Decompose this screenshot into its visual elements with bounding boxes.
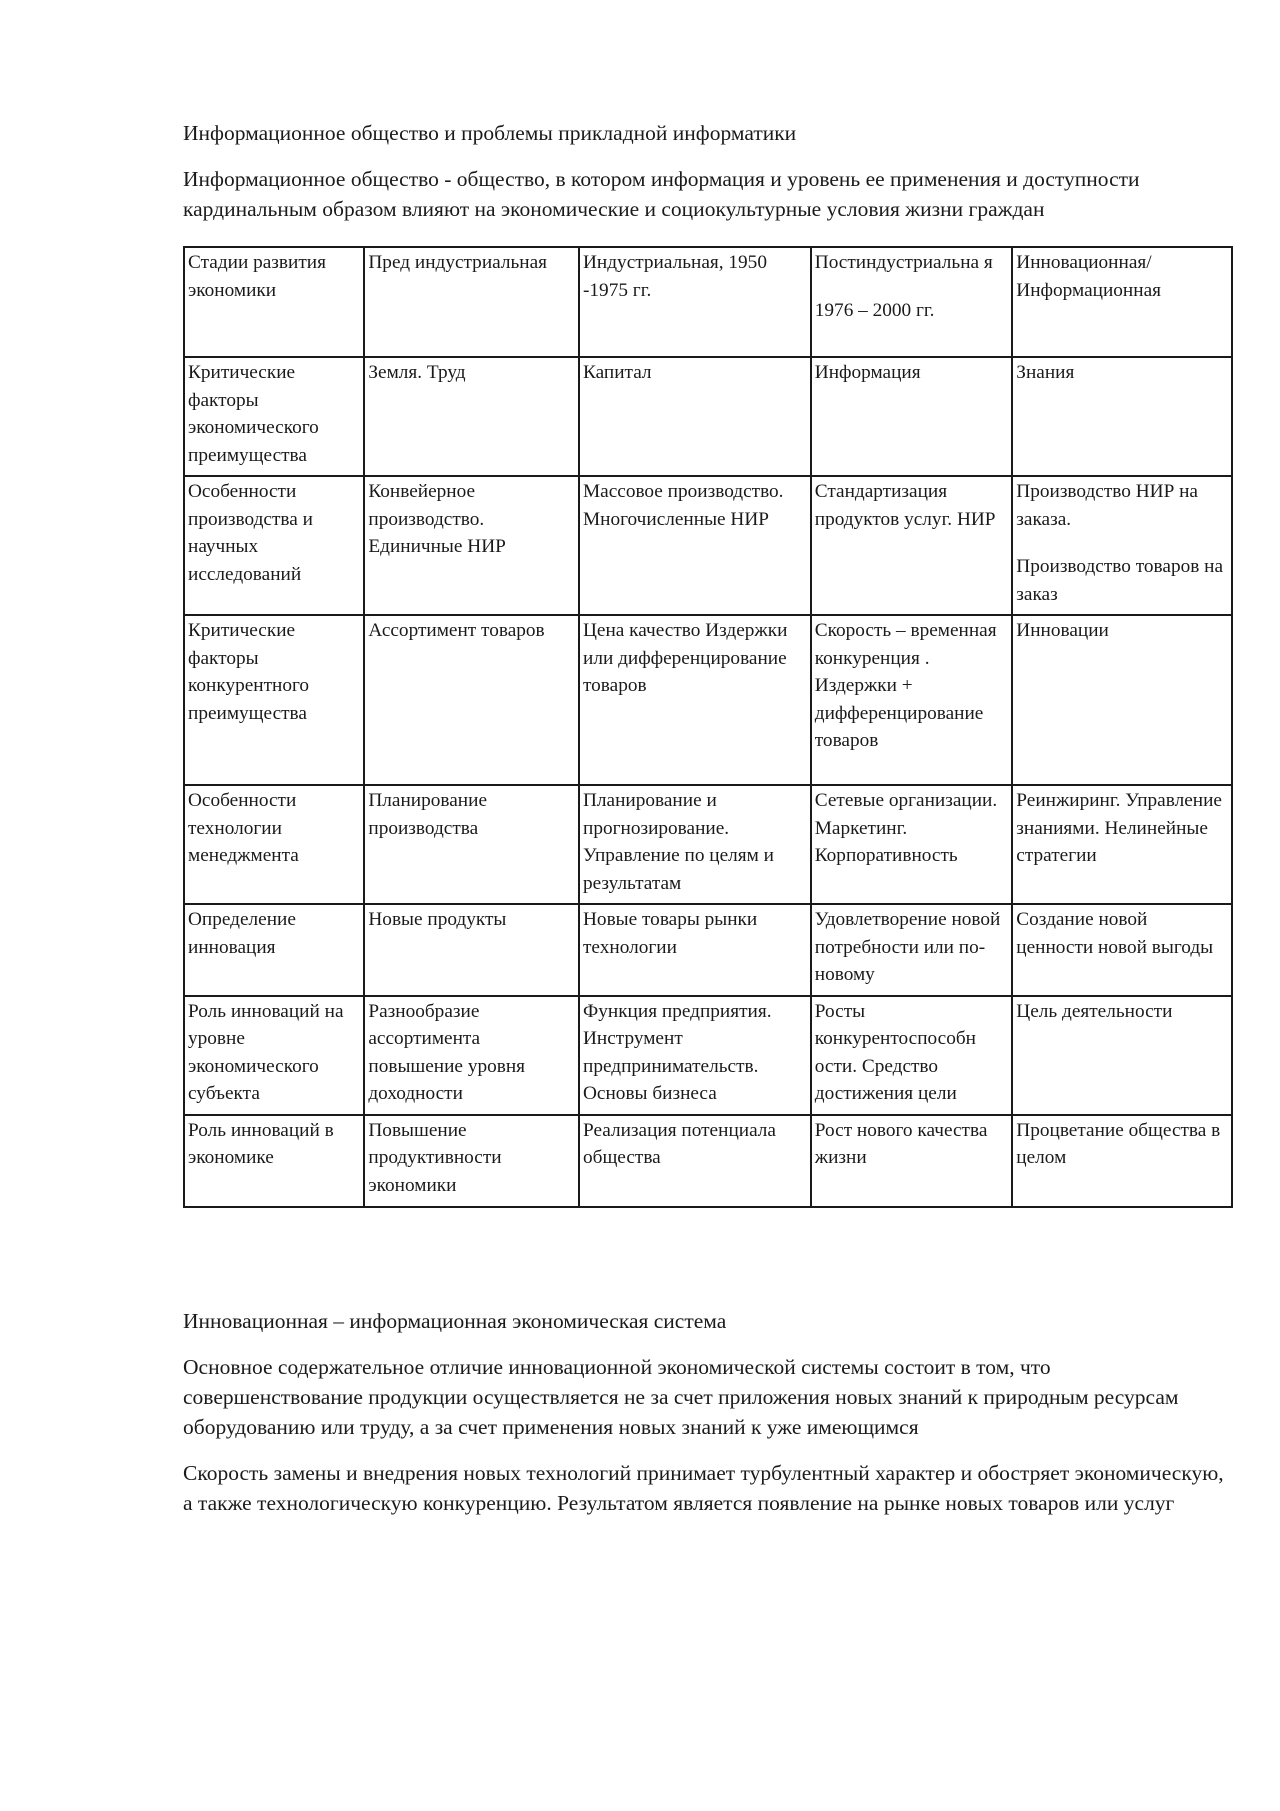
- table-cell: Инновационная/ Информационная: [1012, 247, 1232, 357]
- table-cell: Критические факторы экономического преимущества: [184, 357, 364, 476]
- table-cell: Роль инноваций в экономике: [184, 1115, 364, 1207]
- table-cell: Постиндустриальна я 1976 – 2000 гг.: [811, 247, 1013, 357]
- table-cell: Реализация потенциала общества: [579, 1115, 811, 1207]
- table-cell: Планирование производства: [364, 785, 579, 904]
- table-cell: Планирование и прогнозирование. Управление по целям и результатам: [579, 785, 811, 904]
- table-cell: Сетевые организации. Маркетинг. Корпоративность: [811, 785, 1013, 904]
- table-cell: Цель деятельности: [1012, 996, 1232, 1115]
- table-cell: Информация: [811, 357, 1013, 476]
- table-cell: Стадии развития экономики: [184, 247, 364, 357]
- table-cell: Земля. Труд: [364, 357, 579, 476]
- table-row: [184, 357, 1232, 476]
- document-title: Информационное общество и проблемы прикладной информатики: [183, 121, 797, 145]
- table-cell: Разнообразие ассортимента повышение уровня доходности: [364, 996, 579, 1115]
- table-row: [184, 615, 1232, 785]
- table-cell: Повышение продуктивности экономики: [364, 1115, 579, 1207]
- table-cell: Стандартизация продуктов услуг. НИР: [811, 476, 1013, 615]
- section-subtitle: Инновационная – информационная экономическая система: [183, 1308, 727, 1333]
- table-cell: Капитал: [579, 357, 811, 476]
- document-page: [183, 118, 1233, 1534]
- table-header-row: [184, 247, 1232, 357]
- table-cell: Знания: [1012, 357, 1232, 476]
- after-table-section: [183, 1306, 1233, 1518]
- table-cell: Массовое производство. Многочисленные НИР: [579, 476, 811, 615]
- table-cell: Особенности производства и научных исследований: [184, 476, 364, 615]
- table-cell: Инновации: [1012, 615, 1232, 785]
- table-cell: Критические факторы конкурентного преимущества: [184, 615, 364, 785]
- table-cell: Процветание общества в целом: [1012, 1115, 1232, 1207]
- table-cell: Функция предприятия. Инструмент предпринимательств. Основы бизнеса: [579, 996, 811, 1115]
- table-cell: Росты конкурентоспособн ости. Средство достижения цели: [811, 996, 1013, 1115]
- table-cell: Реинжиринг. Управление знаниями. Нелинейные стратегии: [1012, 785, 1232, 904]
- table-cell: Новые продукты: [364, 904, 579, 996]
- table-cell: Скорость – временная конкуренция . Издержки + дифференцирование товаров: [811, 615, 1013, 785]
- table-row: [184, 1115, 1232, 1207]
- table-cell: Особенности технологии менеджмента: [184, 785, 364, 904]
- table-cell: Цена качество Издержки или дифференцирование товаров: [579, 615, 811, 785]
- table-cell: Производство НИР на заказа. Производство товаров на заказ: [1012, 476, 1232, 615]
- table-row: [184, 785, 1232, 904]
- definition-paragraph: Информационное общество - общество, в котором информация и уровень ее применения и доступности кардинальным образом влияют на экономические и социокультурные условия жизни граждан: [183, 167, 1140, 221]
- table-cell: Рост нового качества жизни: [811, 1115, 1013, 1207]
- table-cell: Удовлетворение новой потребности или по-новому: [811, 904, 1013, 996]
- table-row: [184, 996, 1232, 1115]
- table-cell: Роль инноваций на уровне экономического субъекта: [184, 996, 364, 1115]
- table-cell: Индустриальная, 1950 -1975 гг.: [579, 247, 811, 357]
- table-row: [184, 476, 1232, 615]
- table-cell: Определение инновация: [184, 904, 364, 996]
- table-cell: Новые товары рынки технологии: [579, 904, 811, 996]
- table-cell: Конвейерное производство. Единичные НИР: [364, 476, 579, 615]
- body-paragraph: Скорость замены и внедрения новых технологий принимает турбулентный характер и обостряет экономическую, а также технологическую конкуренцию. Результатом является появление на рынке новых товаров или услуг: [183, 1460, 1224, 1515]
- economy-stages-table: [183, 246, 1233, 1208]
- body-paragraph: Основное содержательное отличие инновационной экономической системы состоит в том, что совершенствование продукции осуществляется не за счет приложения новых знаний к природным ресурсам оборудованию или труду, а за счет применения новых знаний к уже имеющимся: [183, 1354, 1179, 1439]
- table-cell: Ассортимент товаров: [364, 615, 579, 785]
- table-cell: Создание новой ценности новой выгоды: [1012, 904, 1232, 996]
- table-row: [184, 904, 1232, 996]
- table-cell: Пред индустриальная: [364, 247, 579, 357]
